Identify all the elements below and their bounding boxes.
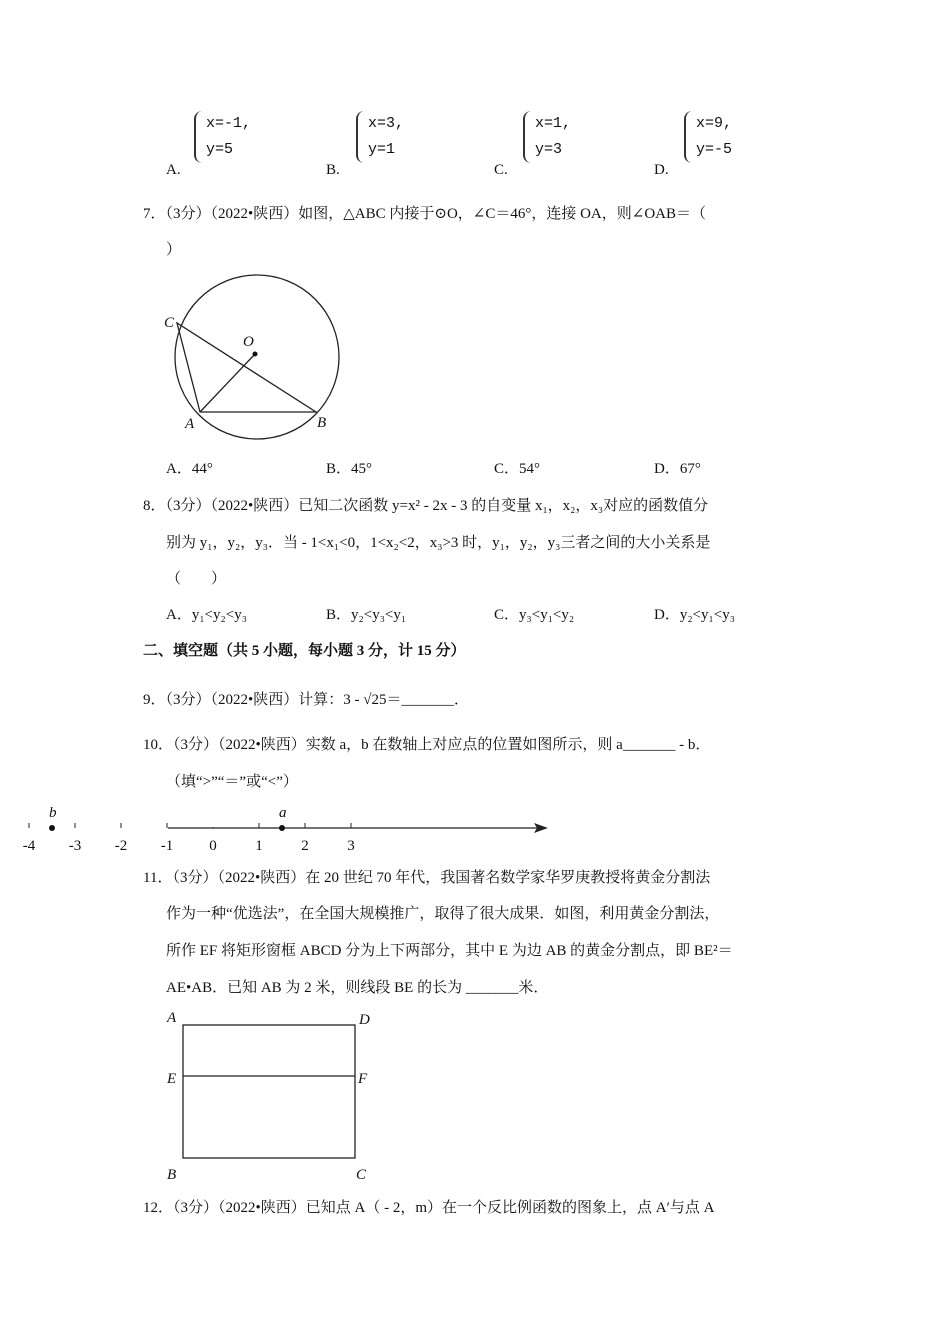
section-heading-fill-in: 二、填空题（共 5 小题，每小题 3 分，计 15 分） bbox=[143, 643, 466, 659]
label-a: A bbox=[167, 1010, 177, 1026]
q6-option-c-system bbox=[523, 111, 571, 163]
q11-stem-line1: 11．（3分）（2022•陕西）在 20 世纪 70 年代，我国著名数学家华罗庚教授将黄金分割法 bbox=[143, 870, 711, 886]
eq-x: x=3, bbox=[368, 115, 405, 132]
q7-option-a: A．44° bbox=[166, 461, 213, 477]
point-label-b: b bbox=[49, 805, 57, 821]
q6-option-c-label: C. bbox=[494, 162, 508, 178]
q8-stem-line3: （ ） bbox=[166, 571, 227, 587]
q11-stem-line4: AE•AB．已知 AB 为 2 米，则线段 BE 的长为 _______米． bbox=[166, 980, 549, 996]
label-o: O bbox=[243, 334, 254, 350]
axis-tick-label: -2 bbox=[114, 838, 128, 854]
q10-number-line bbox=[22, 800, 560, 855]
eq-y: y=5 bbox=[206, 141, 234, 158]
q6-option-b-system bbox=[356, 111, 404, 163]
q7-stem-line1: 7．（3分）（2022•陕西）如图，△ABC 内接于⊙O，∠C＝46°，连接 OA，则∠OAB＝（ bbox=[143, 206, 707, 222]
eq-y: y=3 bbox=[535, 141, 563, 158]
axis-tick-label: -4 bbox=[22, 838, 36, 854]
point-b bbox=[49, 825, 55, 831]
circle-o bbox=[175, 275, 339, 439]
label-b: B bbox=[317, 415, 327, 431]
label-a: A bbox=[185, 416, 195, 432]
q10-stem-line1: 10．（3分）（2022•陕西）实数 a，b 在数轴上对应点的位置如图所示，则 a_______ - b． bbox=[143, 737, 711, 753]
label-c: C bbox=[356, 1167, 367, 1183]
eq-x: x=9, bbox=[696, 115, 733, 132]
axis-tick-label: 2 bbox=[301, 838, 309, 854]
q7-stem-line2: ） bbox=[166, 242, 182, 258]
q7-option-c: C．54° bbox=[494, 461, 541, 477]
q7-circle-figure bbox=[150, 260, 370, 440]
axis-tick-label: -1 bbox=[160, 838, 174, 854]
eq-y: y=1 bbox=[368, 141, 396, 158]
center-point-o bbox=[253, 352, 258, 357]
axis-tick-label: 1 bbox=[255, 838, 263, 854]
eq-x: x=-1, bbox=[206, 115, 252, 132]
q9-stem: 9．（3分）（2022•陕西）计算：3 - √25＝_______． bbox=[143, 692, 469, 708]
q7-option-b: B．45° bbox=[326, 461, 373, 477]
label-f: F bbox=[358, 1071, 368, 1087]
q11-stem-line2: 作为一种“优选法”，在全国大规模推广，取得了很大成果．如图，利用黄金分割法， bbox=[166, 906, 720, 922]
q11-stem-line3: 所作 EF 将矩形窗框 ABCD 分为上下两部分，其中 E 为边 AB 的黄金分割点，即 BE²＝ bbox=[166, 943, 733, 959]
q10-stem-line2: （填“>”“＝”或“<”） bbox=[166, 774, 298, 790]
axis-tick-label: 3 bbox=[347, 838, 355, 854]
point-a bbox=[279, 825, 285, 831]
segment-oa bbox=[200, 354, 255, 412]
q6-option-a-label: A. bbox=[166, 162, 181, 178]
q8-stem-line2: 别为 y₁，y₂，y₃．当 - 1<x₁<0，1<x₂<2，x₃>3 时，y₁，y₂，y₃三者之间的大小关系是 bbox=[166, 535, 711, 551]
q8-option-b: B．y₂<y₃<y₁ bbox=[326, 607, 407, 623]
eq-y: y=-5 bbox=[696, 141, 733, 158]
eq-x: x=1, bbox=[535, 115, 572, 132]
point-label-a: a bbox=[279, 805, 287, 821]
q8-option-d: D．y₂<y₁<y₃ bbox=[654, 607, 735, 623]
q8-stem-line1: 8．（3分）（2022•陕西）已知二次函数 y=x² - 2x - 3 的自变量 x₁，x₂，x₃对应的函数值分 bbox=[143, 498, 709, 514]
label-c: C bbox=[164, 315, 175, 331]
q6-option-b-label: B. bbox=[326, 162, 340, 178]
q6-option-d-system bbox=[684, 111, 732, 163]
label-b: B bbox=[167, 1167, 177, 1183]
axis-tick-label: -3 bbox=[68, 838, 82, 854]
label-e: E bbox=[167, 1071, 177, 1087]
q6-option-a-system bbox=[194, 111, 251, 163]
rectangle-abcd bbox=[183, 1025, 355, 1158]
q11-rectangle-figure bbox=[160, 1005, 380, 1190]
q8-option-a: A．y₁<y₂<y₃ bbox=[166, 607, 247, 623]
q7-option-d: D．67° bbox=[654, 461, 701, 477]
q8-option-c: C．y₃<y₁<y₂ bbox=[494, 607, 575, 623]
label-d: D bbox=[359, 1012, 370, 1028]
q6-option-d-label: D. bbox=[654, 162, 669, 178]
q12-stem-line1: 12．（3分）（2022•陕西）已知点 A（ - 2，m）在一个反比例函数的图象上，点 A′与点 A bbox=[143, 1200, 715, 1216]
axis-tick-label: 0 bbox=[209, 838, 217, 854]
